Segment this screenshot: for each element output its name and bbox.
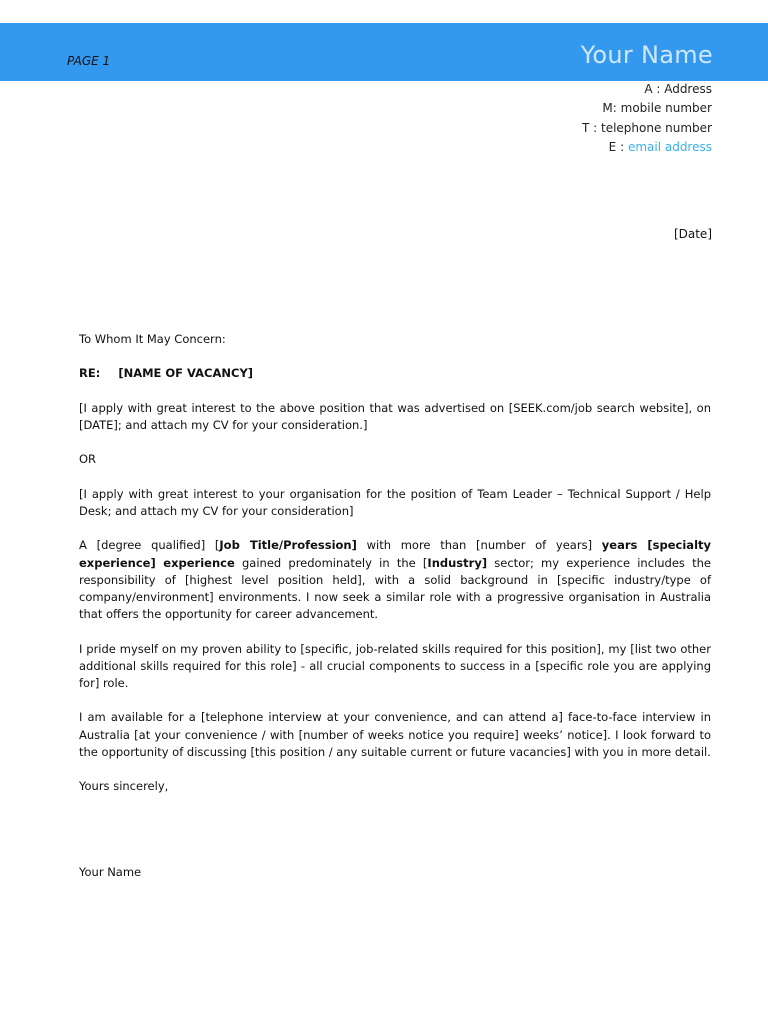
re-label: RE: (79, 366, 101, 381)
contact-email-link[interactable]: email address (627, 139, 712, 154)
experience-job-title: Job Title/Profession] (219, 538, 357, 553)
or-separator: OR (79, 452, 97, 467)
experience-text-2: with more than [number of years] (356, 538, 602, 553)
closing: Yours sincerely, (79, 779, 169, 794)
contact-telephone: telephone number (600, 120, 712, 135)
signature-name: Your Name (79, 865, 142, 880)
page-label: PAGE 1 (67, 54, 111, 68)
letter-date: [Date] (673, 227, 712, 241)
paragraph-advertised: [I apply with great interest to the above position that was advertised on [SEEK.com/job search website], on [DATE]; and attach my CV for your consideration.] (79, 400, 711, 432)
experience-text-4: sector; my experience includes the responsibility of [highest level position held], with a solid background in [specific industry/type of company/environment] environments. I now seek a similar role with a progressive organisation in Australia that offers the opportunity for career advancement. (79, 555, 711, 622)
paragraph-skills: I pride myself on my proven ability to [specific, job-related skills required for this position], my [list two other additional skills required for this role] - all crucial components to success in a [specific role you are applying for] role. (79, 641, 711, 690)
salutation: To Whom It May Concern: (79, 332, 226, 346)
contact-email-prefix: E : (608, 139, 628, 154)
experience-industry: Industry] (427, 555, 488, 570)
re-value: [NAME OF VACANCY] (118, 366, 254, 381)
contact-telephone-prefix: T : (581, 120, 601, 135)
paragraph-availability: I am available for a [telephone interview at your convenience, and can attend a] face-to-face interview in Australia [at your convenience / with [number of weeks notice you require] weeks’ notice]. I look forward to the opportunity of discussing [this position / any suitable current or future vacancies] with you in more detail. (79, 710, 711, 759)
paragraph-experience (79, 537, 711, 623)
experience-years: years [specialty experience] experience (79, 538, 711, 570)
paragraph-organisation: [I apply with great interest to your organisation for the position of Team Leader – Technical Support / Help Desk; and attach my CV for your consideration] (79, 486, 711, 518)
header-name: Your Name (580, 41, 713, 69)
contact-mobile: mobile number (620, 101, 712, 116)
contact-telephone-line (582, 119, 712, 138)
contact-mobile-prefix: M: (602, 101, 621, 116)
re-line (79, 365, 711, 382)
contact-address-line (582, 80, 712, 99)
contact-block (582, 80, 712, 157)
contact-address: Address (664, 82, 712, 96)
contact-address-prefix: A : (644, 82, 665, 96)
experience-text-3: gained predominately in the [ (234, 555, 428, 570)
contact-mobile-line (582, 99, 712, 118)
top-margin (0, 0, 768, 23)
contact-email-line (582, 138, 712, 157)
experience-text-1: A [degree qualified] [ (79, 538, 220, 553)
letter-body (79, 331, 711, 899)
signature-space (79, 813, 711, 865)
